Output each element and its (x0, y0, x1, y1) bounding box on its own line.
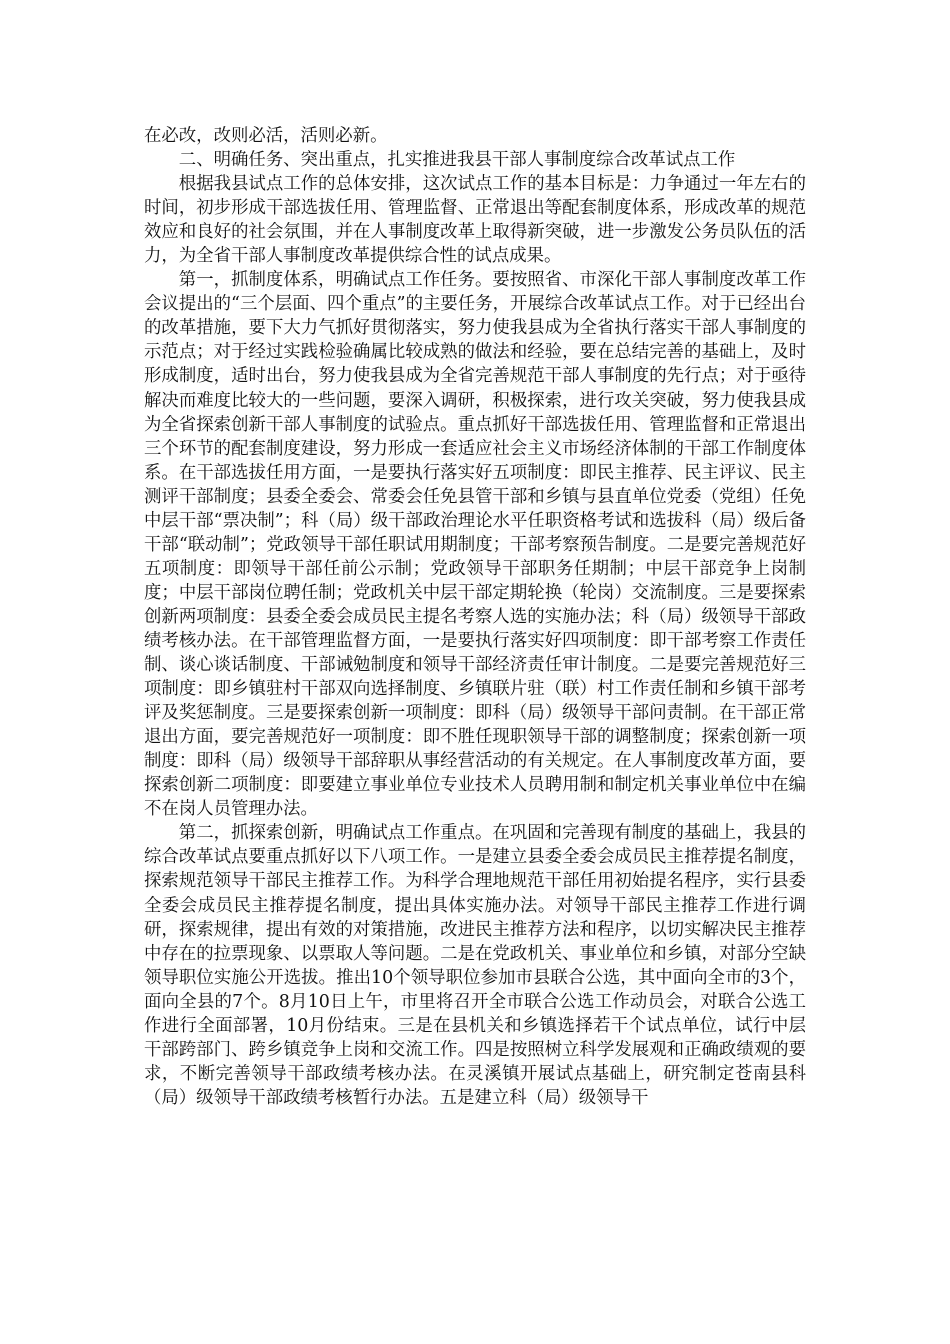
paragraph-goals: 根据我县试点工作的总体安排，这次试点工作的基本目标是：力争通过一年左右的时间，初步形成干部选拔任用、管理监督、正常退出等配套制度体系，形成改革的规范效应和良好的社会氛围，并在人事制度改革上取得新突破，进一步激发公务员队伍的活力，为全省干部人事制度改革提供综合性的试点成果。 (144, 174, 806, 267)
paragraph-first-task: 第一，抓制度体系，明确试点工作任务。要按照省、市深化干部人事制度改革工作会议提出的“三个层面、四个重点”的主要任务，开展综合改革试点工作。对于已经出台的改革措施，要下大力气抓好贯彻落实，努力使我县成为全省执行落实干部人事制度的示范点；对于经过实践检验确属比较成熟的做法和经验，要在总结完善的基础上，及时形成制度，适时出台，努力使我县成为全省完善规范干部人事制度的先行点；对于亟待解决而难度比较大的一些问题，要深入调研，积极探索，进行攻关突破，努力使我县成为全省探索创新干部人事制度的试验点。重点抓好干部选拔任用、管理监督和正常退出三个环节的配套制度建设，努力形成一套适应社会主义市场经济体制的干部工作制度体系。在干部选拔任用方面，一是要执行落实好五项制度：即民主推荐、民主评议、民主测评干部制度；县委全委会、常委会任免县管干部和乡镇与县直单位党委（党组）任免中层干部“票决制”；科（局）级干部政治理论水平任职资格考试和选拔科（局）级后备干部“联动制”；党政领导干部任职试用期制度；干部考察预告制度。二是要完善规范好五项制度：即领导干部任前公示制；党政领导干部职务任期制；中层干部竞争上岗制度；中层干部岗位聘任制；党政机关中层干部定期轮换（轮岗）交流制度。三是要探索创新两项制度：县委全委会成员民主提名考察人选的实施办法；科（局）级领导干部政绩考核办法。在干部管理监督方面，一是要执行落实好四项制度：即干部考察工作责任制、谈心谈话制度、干部诫勉制度和领导干部经济责任审计制度。二是要完善规范好三项制度：即乡镇驻村干部双向选择制度、乡镇联片驻（联）村工作责任制和乡镇干部考评及奖惩制度。三是要探索创新一项制度：即科（局）级领导干部问责制。在干部正常退出方面，要完善规范好一项制度：即不胜任现职领导干部的调整制度；探索创新一项制度：即科（局）级领导干部辞职从事经营活动的有关规定。在人事制度改革方面，要探索创新二项制度：即要建立事业单位专业技术人员聘用制和制定机关事业单位中在编不在岗人员管理办法。 (144, 270, 806, 820)
paragraph-continuation: 在必改，改则必活，活则必新。 (144, 126, 388, 146)
section-heading: 二、明确任务、突出重点，扎实推进我县干部人事制度综合改革试点工作 (178, 150, 736, 171)
document-body (144, 124, 806, 1110)
paragraph-second-task: 第二，抓探索创新，明确试点工作重点。在巩固和完善现有制度的基础上，我县的综合改革试点要重点抓好以下八项工作。一是建立县委全委会成员民主推荐提名制度，探索规范领导干部民主推荐工作。为科学合理地规范干部任用初始提名程序，实行县委全委会成员民主推荐提名制度，提出具体实施办法。对领导干部民主推荐工作进行调研，探索规律，提出有效的对策措施，改进民主推荐方法和程序，以切实解决民主推荐中存在的拉票现象、以票取人等问题。二是在党政机关、事业单位和乡镇，对部分空缺领导职位实施公开选拔。推出10个领导职位参加市县联合公选，其中面向全市的3个，面向全县的7个。8月10日上午，市里将召开全市联合公选工作动员会，对联合公选工作进行全面部署，10月份结束。三是在县机关和乡镇选择若干个试点单位，试行中层干部跨部门、跨乡镇竞争上岗和交流工作。四是按照树立科学发展观和正确政绩观的要求，不断完善领导干部政绩考核办法。在灵溪镇开展试点基础上，研究制定苍南县科（局）级领导干部政绩考核暂行办法。五是建立科（局）级领导干 (144, 823, 806, 1108)
